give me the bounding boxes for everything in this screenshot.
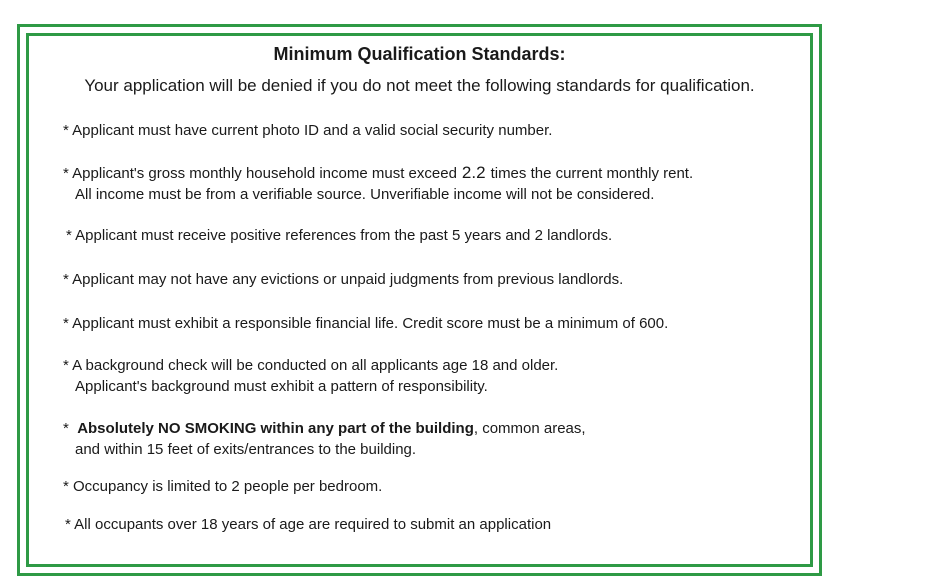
item-text: * Occupancy is limited to 2 people per bedroom. <box>63 478 383 495</box>
no-smoking-emphasis: Absolutely NO SMOKING within any part of the building <box>77 420 474 437</box>
item-text: * Applicant must have current photo ID and a valid social security number. <box>63 122 553 139</box>
list-item-evictions <box>63 269 623 290</box>
list-item-credit <box>63 313 668 334</box>
item-text: * A background check will be conducted on all applicants age 18 and older. <box>63 357 559 374</box>
item-text: , common areas, <box>473 420 586 437</box>
list-item-no-smoking <box>63 418 586 460</box>
item-text: * Applicant must exhibit a responsible financial life. Credit score must be a minimum of 600. <box>63 315 669 332</box>
income-multiplier: 2.2 <box>461 163 486 182</box>
item-continuation: All income must be from a verifiable source. Unverifiable income will not be considered. <box>75 186 655 203</box>
item-continuation: Applicant's background must exhibit a pattern of responsibility. <box>75 378 488 395</box>
item-text: * All occupants over 18 years of age are required to submit an application <box>65 516 552 533</box>
list-item-background-check <box>63 355 558 397</box>
item-text: * Applicant may not have any evictions or unpaid judgments from previous landlords. <box>63 271 624 288</box>
item-bullet: * <box>63 420 69 437</box>
list-item-all-occupants <box>65 514 551 535</box>
list-item-income <box>63 162 693 205</box>
item-text: * Applicant must receive positive references from the past 5 years and 2 landlords. <box>66 227 613 244</box>
item-text: times the current monthly rent. <box>490 165 694 182</box>
document-subtitle: Your application will be denied if you do not meet the following standards for qualification. <box>84 76 755 95</box>
item-continuation: and within 15 feet of exits/entrances to the building. <box>75 441 417 458</box>
list-item-references <box>66 225 612 246</box>
list-item-photo-id <box>63 120 552 141</box>
list-item-occupancy <box>63 476 382 497</box>
document-title: Minimum Qualification Standards: <box>273 44 566 64</box>
item-text: * Applicant's gross monthly household income must exceed <box>63 165 457 182</box>
